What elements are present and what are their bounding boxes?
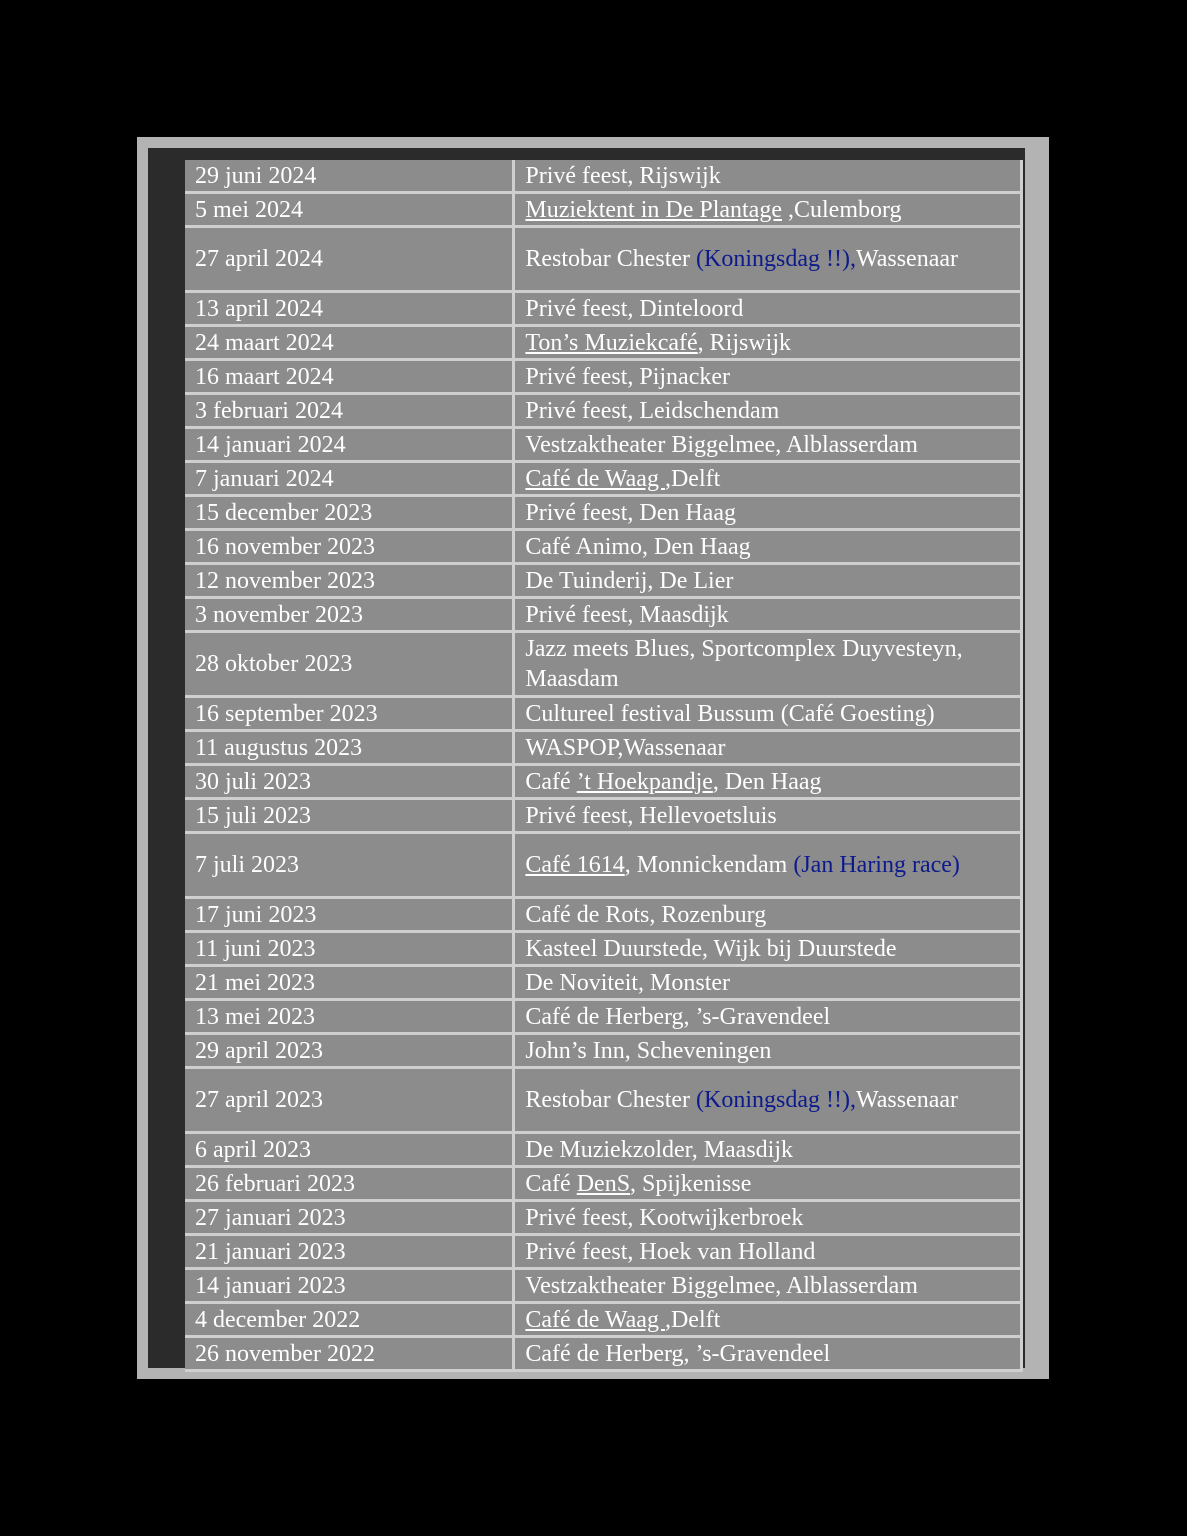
schedule-table xyxy=(185,160,1023,1372)
venue-cell xyxy=(515,497,1023,531)
venue-text: Café de Herberg, ’s-Gravendeel xyxy=(525,1003,831,1030)
date-cell: 14 januari 2023 xyxy=(185,1270,515,1304)
date-cell: 6 april 2023 xyxy=(185,1134,515,1168)
venue-cell xyxy=(515,967,1023,1001)
table-row xyxy=(185,800,1023,834)
venue-cell xyxy=(515,463,1023,497)
date-cell: 4 december 2022 xyxy=(185,1304,515,1338)
venue-text: Jazz meets Blues, Sportcomplex Duyvesteyn, Maasdam xyxy=(525,636,963,692)
date-cell: 15 december 2023 xyxy=(185,497,515,531)
venue-text: De Tuinderij, De Lier xyxy=(525,567,734,594)
venue-text: De Noviteit, Monster xyxy=(525,969,731,996)
venue-cell xyxy=(515,531,1023,565)
table-row xyxy=(185,1069,1023,1134)
date-cell: 13 april 2024 xyxy=(185,293,515,327)
venue-text: Kasteel Duurstede, Wijk bij Duurstede xyxy=(525,935,897,962)
venue-text: John’s Inn, Scheveningen xyxy=(525,1037,772,1064)
date-cell: 14 januari 2024 xyxy=(185,429,515,463)
table-row xyxy=(185,1168,1023,1202)
table-row xyxy=(185,1270,1023,1304)
date-cell: 26 februari 2023 xyxy=(185,1168,515,1202)
venue-text: Privé feest, Maasdijk xyxy=(525,601,729,628)
venue-cell xyxy=(515,766,1023,800)
table-row xyxy=(185,463,1023,497)
date-cell: 16 september 2023 xyxy=(185,698,515,732)
table-row xyxy=(185,395,1023,429)
table-row xyxy=(185,293,1023,327)
venue-text: Privé feest, Den Haag xyxy=(525,499,736,526)
venue-text: Privé feest, Kootwijkerbroek xyxy=(525,1204,804,1231)
date-cell: 11 augustus 2023 xyxy=(185,732,515,766)
venue-cell xyxy=(515,599,1023,633)
venue-text: De Muziekzolder, Maasdijk xyxy=(525,1136,794,1163)
venue-cell xyxy=(515,1069,1023,1134)
date-cell: 5 mei 2024 xyxy=(185,194,515,228)
venue-cell xyxy=(515,1304,1023,1338)
venue-cell xyxy=(515,160,1023,194)
venue-text: , Den Haag xyxy=(712,768,822,795)
venue-text: Wassenaar xyxy=(855,246,958,272)
venue-text: , Spijkenisse xyxy=(630,1170,752,1197)
table-row xyxy=(185,228,1023,293)
venue-text: Privé feest, Pijnacker xyxy=(525,363,730,390)
venue-text: Café xyxy=(525,1170,577,1197)
date-cell: 13 mei 2023 xyxy=(185,1001,515,1035)
venue-text: Cultureel festival Bussum (Café Goesting) xyxy=(525,700,935,727)
table-row xyxy=(185,497,1023,531)
event-note: (Jan Haring race) xyxy=(793,852,960,878)
venue-cell xyxy=(515,565,1023,599)
venue-cell xyxy=(515,327,1023,361)
venue-cell xyxy=(515,1168,1023,1202)
venue-cell xyxy=(515,1338,1023,1372)
table-row xyxy=(185,766,1023,800)
date-cell: 29 april 2023 xyxy=(185,1035,515,1069)
venue-text: Privé feest, Leidschendam xyxy=(525,397,780,424)
table-row xyxy=(185,599,1023,633)
schedule-panel xyxy=(148,148,1038,1368)
venue-cell xyxy=(515,899,1023,933)
date-cell: 15 juli 2023 xyxy=(185,800,515,834)
venue-text: ,Delft xyxy=(664,1306,721,1333)
table-row xyxy=(185,933,1023,967)
venue-link[interactable]: DenS xyxy=(576,1170,631,1197)
date-cell: 17 juni 2023 xyxy=(185,899,515,933)
venue-cell xyxy=(515,732,1023,766)
venue-cell xyxy=(515,361,1023,395)
venue-cell xyxy=(515,1035,1023,1069)
schedule-table-body xyxy=(185,160,1023,1372)
table-row xyxy=(185,732,1023,766)
table-row xyxy=(185,633,1023,698)
table-row xyxy=(185,531,1023,565)
venue-link[interactable]: ’t Hoekpandje xyxy=(576,768,713,795)
venue-cell xyxy=(515,1134,1023,1168)
venue-text: , Monnickendam xyxy=(624,852,794,878)
table-row xyxy=(185,899,1023,933)
venue-text: Vestzaktheater Biggelmee, Alblasserdam xyxy=(525,1272,918,1299)
date-cell: 24 maart 2024 xyxy=(185,327,515,361)
panel-edge xyxy=(1025,148,1038,1368)
venue-text: WASPOP,Wassenaar xyxy=(525,734,726,761)
date-cell: 29 juni 2024 xyxy=(185,160,515,194)
date-cell: 30 juli 2023 xyxy=(185,766,515,800)
table-row xyxy=(185,1134,1023,1168)
venue-text: ,Delft xyxy=(664,465,721,492)
date-cell: 11 juni 2023 xyxy=(185,933,515,967)
venue-text: Privé feest, Dinteloord xyxy=(525,295,744,322)
venue-text: Vestzaktheater Biggelmee, Alblasserdam xyxy=(525,431,918,458)
date-cell: 28 oktober 2023 xyxy=(185,633,515,698)
date-cell: 3 februari 2024 xyxy=(185,395,515,429)
date-cell: 3 november 2023 xyxy=(185,599,515,633)
table-row xyxy=(185,1236,1023,1270)
table-row xyxy=(185,1035,1023,1069)
venue-cell xyxy=(515,293,1023,327)
table-row xyxy=(185,361,1023,395)
table-row xyxy=(185,1304,1023,1338)
table-row xyxy=(185,194,1023,228)
date-cell: 16 maart 2024 xyxy=(185,361,515,395)
table-row xyxy=(185,160,1023,194)
venue-text: Café xyxy=(525,768,577,795)
venue-cell xyxy=(515,228,1023,293)
venue-cell xyxy=(515,933,1023,967)
venue-text: ,Culemborg xyxy=(781,196,902,223)
schedule-frame xyxy=(137,137,1049,1379)
table-row xyxy=(185,1202,1023,1236)
date-cell: 27 april 2023 xyxy=(185,1069,515,1134)
venue-text: Restobar Chester xyxy=(525,246,697,272)
venue-cell xyxy=(515,1270,1023,1304)
date-cell: 26 november 2022 xyxy=(185,1338,515,1372)
table-row xyxy=(185,834,1023,899)
venue-cell xyxy=(515,395,1023,429)
date-cell: 21 mei 2023 xyxy=(185,967,515,1001)
date-cell: 27 januari 2023 xyxy=(185,1202,515,1236)
venue-link[interactable]: Café de Waag xyxy=(525,1306,665,1333)
venue-cell xyxy=(515,834,1023,899)
venue-cell xyxy=(515,1001,1023,1035)
table-row xyxy=(185,565,1023,599)
venue-link[interactable]: Muziektent in De Plantage xyxy=(525,196,782,223)
date-cell: 16 november 2023 xyxy=(185,531,515,565)
table-row xyxy=(185,327,1023,361)
venue-text: Privé feest, Hoek van Holland xyxy=(525,1238,816,1265)
table-row xyxy=(185,1001,1023,1035)
venue-cell xyxy=(515,698,1023,732)
date-cell: 27 april 2024 xyxy=(185,228,515,293)
venue-text: Privé feest, Rijswijk xyxy=(525,162,721,189)
venue-text: , Rijswijk xyxy=(697,329,792,356)
table-row xyxy=(185,698,1023,732)
date-cell: 21 januari 2023 xyxy=(185,1236,515,1270)
event-note: (Koningsdag !!), xyxy=(696,246,856,272)
table-row xyxy=(185,1338,1023,1372)
venue-link[interactable]: Café de Waag xyxy=(525,465,665,492)
venue-text: Café de Herberg, ’s-Gravendeel xyxy=(525,1340,831,1367)
venue-cell xyxy=(515,1202,1023,1236)
table-row xyxy=(185,429,1023,463)
venue-cell xyxy=(515,800,1023,834)
date-cell: 7 juli 2023 xyxy=(185,834,515,899)
table-row xyxy=(185,967,1023,1001)
venue-cell xyxy=(515,633,1023,698)
venue-text: Privé feest, Hellevoetsluis xyxy=(525,802,777,829)
date-cell: 7 januari 2024 xyxy=(185,463,515,497)
venue-cell xyxy=(515,1236,1023,1270)
venue-text: Café de Rots, Rozenburg xyxy=(525,901,767,928)
venue-link[interactable]: Café 1614 xyxy=(525,852,625,878)
venue-text: Wassenaar xyxy=(855,1087,958,1113)
venue-text: Restobar Chester xyxy=(525,1087,697,1113)
venue-link[interactable]: Ton’s Muziekcafé xyxy=(525,329,698,356)
venue-cell xyxy=(515,194,1023,228)
event-note: (Koningsdag !!), xyxy=(696,1087,856,1113)
venue-text: Café Animo, Den Haag xyxy=(525,533,751,560)
date-cell: 12 november 2023 xyxy=(185,565,515,599)
venue-cell xyxy=(515,429,1023,463)
